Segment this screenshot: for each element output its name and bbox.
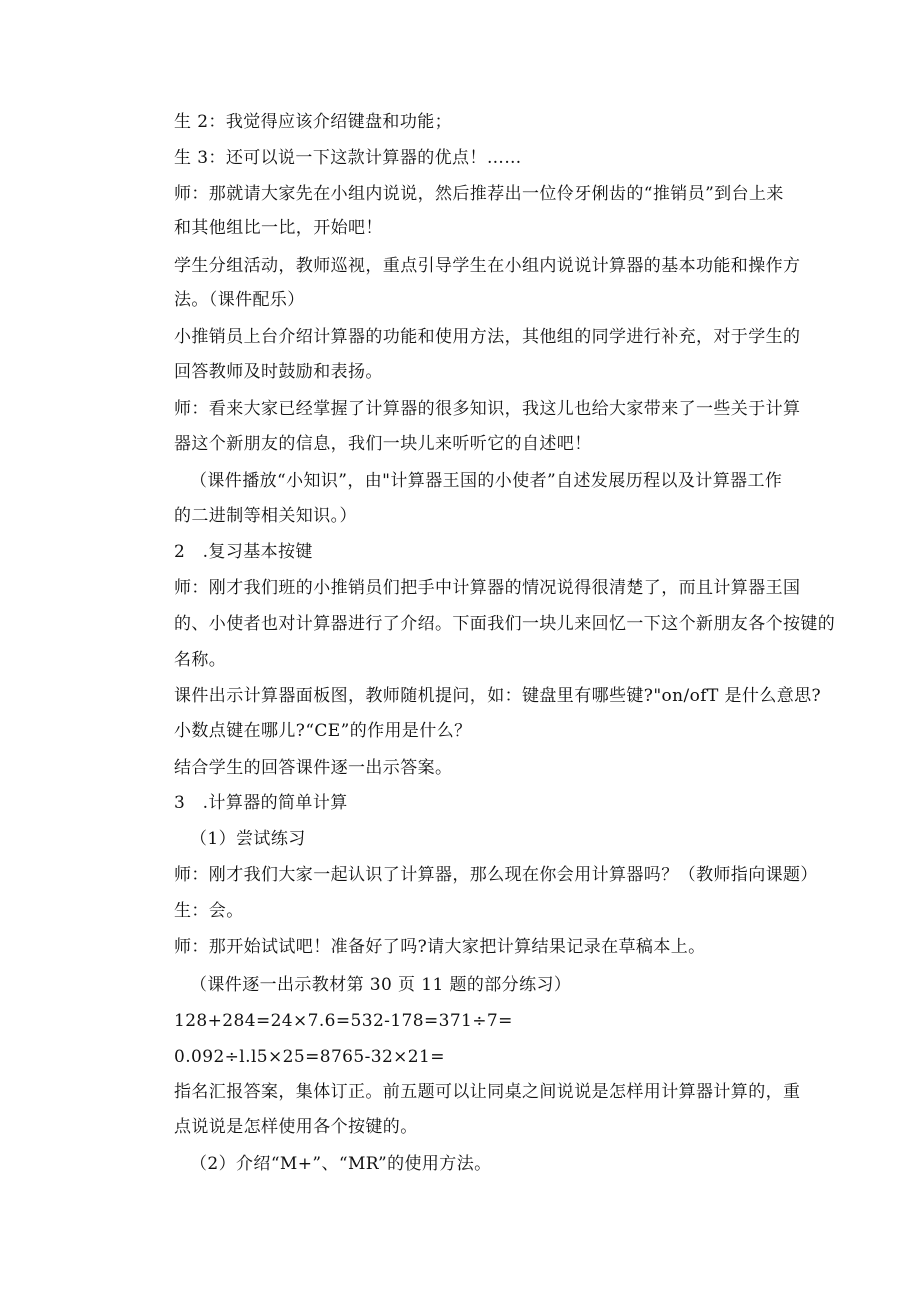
text-line: 师：那就请大家先在小组内说说，然后推荐出一位伶牙俐齿的“推销员”到台上来	[174, 184, 784, 204]
text-line: 的二进制等相关知识。）	[174, 506, 357, 526]
text-line: 结合学生的回答课件逐一出示答案。	[174, 758, 453, 778]
text-line: 回答教师及时鼓励和表扬。	[174, 362, 383, 382]
text-line: （课件逐一出示教材第 30 页 11 题的部分练习）	[190, 975, 572, 995]
text-line: 法。（课件配乐）	[174, 290, 305, 310]
text-line: 指名汇报答案，集体订正。前五题可以让同桌之间说说是怎样用计算器计算的，重	[174, 1082, 801, 1102]
text-line: 学生分组活动，教师巡视，重点引导学生在小组内说说计算器的基本功能和操作方	[174, 256, 801, 276]
text-line: 课件出示计算器面板图，教师随机提问，如：键盘里有哪些键?"on/ofT 是什么意思?	[174, 686, 822, 706]
text-line: 师：刚才我们大家一起认识了计算器，那么现在你会用计算器吗？（教师指向课题）	[174, 865, 818, 885]
text-line: （课件播放“小知识”，由"计算器王国的小使者”自述发展历程以及计算器工作	[190, 471, 783, 491]
section-heading: 3 .计算器的简单计算	[174, 793, 348, 813]
text-line: 点说说是怎样使用各个按键的。	[174, 1117, 418, 1137]
text-line: 和其他组比一比，开始吧！	[174, 218, 383, 238]
text-line: 师：那开始试试吧！准备好了吗?请大家把计算结果记录在草稿本上。	[174, 937, 706, 957]
section-heading: 2 .复习基本按键	[174, 542, 313, 562]
text-line: 生 2：我觉得应该介绍键盘和功能；	[174, 112, 453, 132]
text-line: 生：会。	[174, 901, 244, 921]
text-line: 小数点键在哪儿?“CE”的作用是什么？	[174, 721, 472, 741]
text-line: 生 3：还可以说一下这款计算器的优点！……	[174, 148, 522, 168]
text-line: 的、小使者也对计算器进行了介绍。下面我们一块儿来回忆一下这个新朋友各个按键的	[174, 614, 836, 634]
text-line: 小推销员上台介绍计算器的功能和使用方法，其他组的同学进行补充，对于学生的	[174, 327, 801, 347]
text-line: 名称。	[174, 650, 227, 670]
subsection-heading: （1）尝试练习	[190, 829, 306, 849]
text-line: 师：看来大家已经掌握了计算器的很多知识，我这儿也给大家带来了一些关于计算	[174, 399, 801, 419]
equation-line: 0.092÷l.l5×25=8765-32×21=	[174, 1047, 445, 1067]
text-line: 师：刚才我们班的小推销员们把手中计算器的情况说得很清楚了，而且计算器王国	[174, 578, 801, 598]
text-line: 器这个新朋友的信息，我们一块儿来听听它的自述吧！	[174, 434, 592, 454]
subsection-heading: （2）介绍“M+”、“MR”的使用方法。	[190, 1154, 492, 1174]
equation-line: 128+284=24×7.6=532-178=371÷7=	[174, 1011, 513, 1031]
